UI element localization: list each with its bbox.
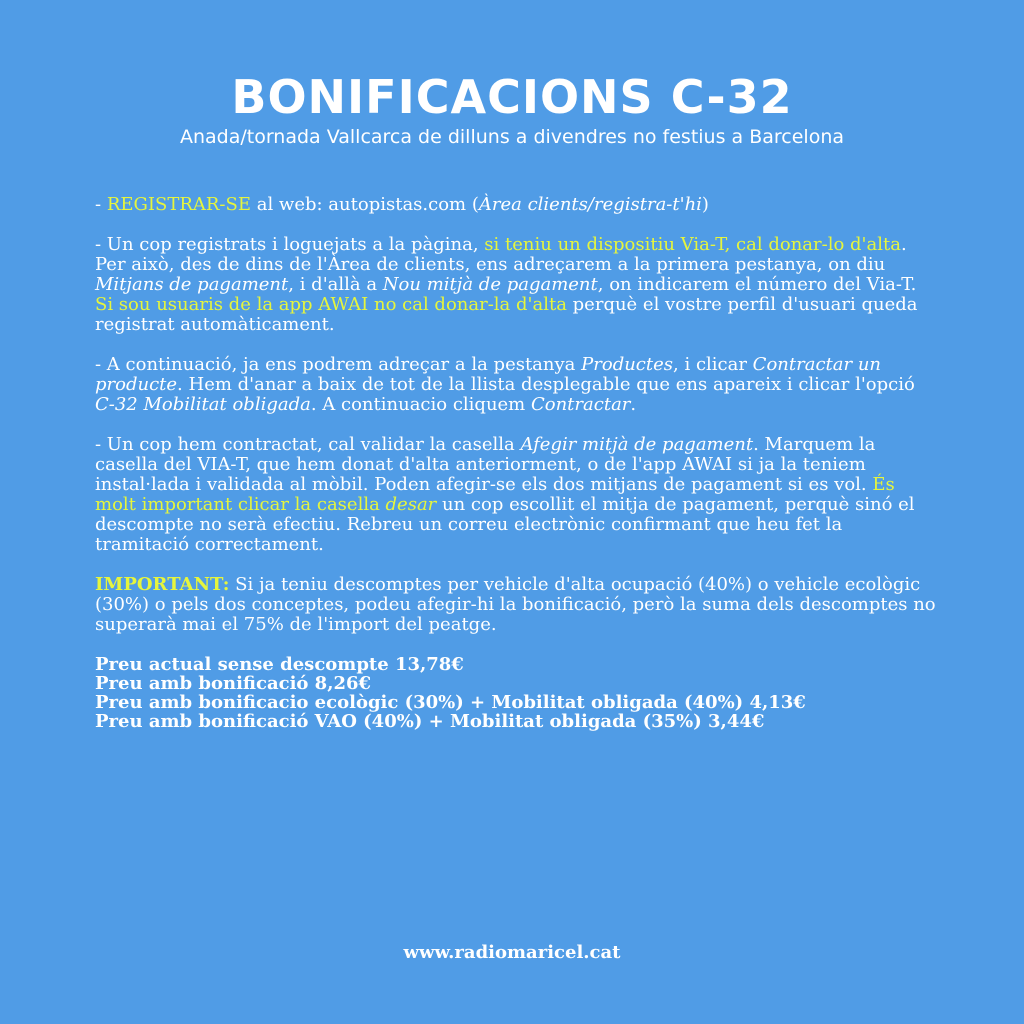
via-t-highlight: si teniu un dispositiu Via-T, cal donar-lo d'alta [484,234,901,255]
step-via-t-text-3: , i d'allà a [288,274,383,295]
mitjans-pagament-italic: Mitjans de pagament [95,274,289,295]
step-contract-text-1: - A continuació, ja ens podrem adreçar a la pestanya [95,354,582,375]
step-register-italic: Àrea clients/registra-t'hi [478,194,702,215]
desar-highlight: És molt important clicar la casella [95,474,895,515]
afegir-mitja-italic: Afegir mitjà de pagament [520,434,754,455]
page-title: BONIFICACIONS C-32 [231,70,793,124]
step-contract-text-2: , i clicar [673,354,753,375]
step-via-t-text-4: , on indicarem el número del Via-T. [597,274,917,295]
step-contract-text-5: . [630,394,637,415]
step-via-t-text-2: . Per això, des de dins de l'Àrea de clients, ens adreçarem a la primera pestanya, on diu [95,234,907,275]
step-contract [95,355,940,415]
important-label: IMPORTANT: [95,574,230,595]
step-via-t-text-5: perquè el vostre perfil d'usuari queda registrat automàticament. [95,294,918,335]
step-contract-text-3: . Hem d'anar a baix de tot de la llista desplegable que ens apareix i clicar l'opció [177,374,915,395]
contractar-italic: Contractar [530,394,631,415]
step-register [95,195,940,215]
instructions-body [95,195,940,731]
price-item: Preu amb bonificació VAO (40%) + Mobilitat obligada (35%) 3,44€ [95,711,765,732]
step-validate-text-1: - Un cop hem contractat, cal validar la casella [95,434,521,455]
price-item: Preu amb bonificació 8,26€ [95,673,372,694]
register-highlight: REGISTRAR-SE [106,194,251,215]
important-text: Si ja teniu descomptes per vehicle d'alta ocupació (40%) o vehicle ecològic (30%) o pels dos conceptes, podeu afegir-hi la bonificació, però la suma dels descomptes no superarà mai el 75% de l'import del peatge. [95,574,936,635]
contractar-producte-italic: Contractar un producte [95,354,882,395]
page-subtitle: Anada/tornada Vallcarca de dilluns a divendres no festius a Barcelona [179,126,845,148]
c32-option-italic: C-32 Mobilitat obligada [95,394,311,415]
step-register-close: ) [701,194,709,215]
step-via-t-text-1: - Un cop registrats i loguejats a la pàgina, [95,234,485,255]
website-footer: www.radiomaricel.cat [403,942,621,963]
awai-highlight: Si sou usuaris de la app AWAI no cal donar-la d'alta [95,294,567,315]
nou-mitja-italic: Nou mitjà de pagament [382,274,598,295]
important-note [95,575,940,635]
productes-italic: Productes [581,354,674,375]
step-register-text: al web: autopistas.com ( [251,194,479,215]
price-item: Preu actual sense descompte 13,78€ [95,654,464,675]
price-item: Preu amb bonificacio ecològic (30%) + Mobilitat obligada (40%) 4,13€ [95,692,806,713]
price-list [95,655,940,731]
step-contract-text-4: . A continuacio cliquem [310,394,531,415]
step-register-dash: - [95,194,107,215]
desar-italic-highlight: desar [385,494,437,515]
step-validate-text-2: . Marquem la casella del VIA-T, que hem donat d'alta anteriorment, o de l'app AWAI si ja la teniem instal·lada i validada al mòbil. Poden afegir-se els dos mitjans de pagament si es vol. [95,434,876,495]
step-via-t [95,235,940,335]
step-validate [95,435,940,555]
step-validate-text-3: un cop escollit el mitja de pagament, perquè sinó el descompte no serà efectiu. Rebreu un correu electrònic confirmant que heu fet la tramitació correctament. [95,494,915,555]
